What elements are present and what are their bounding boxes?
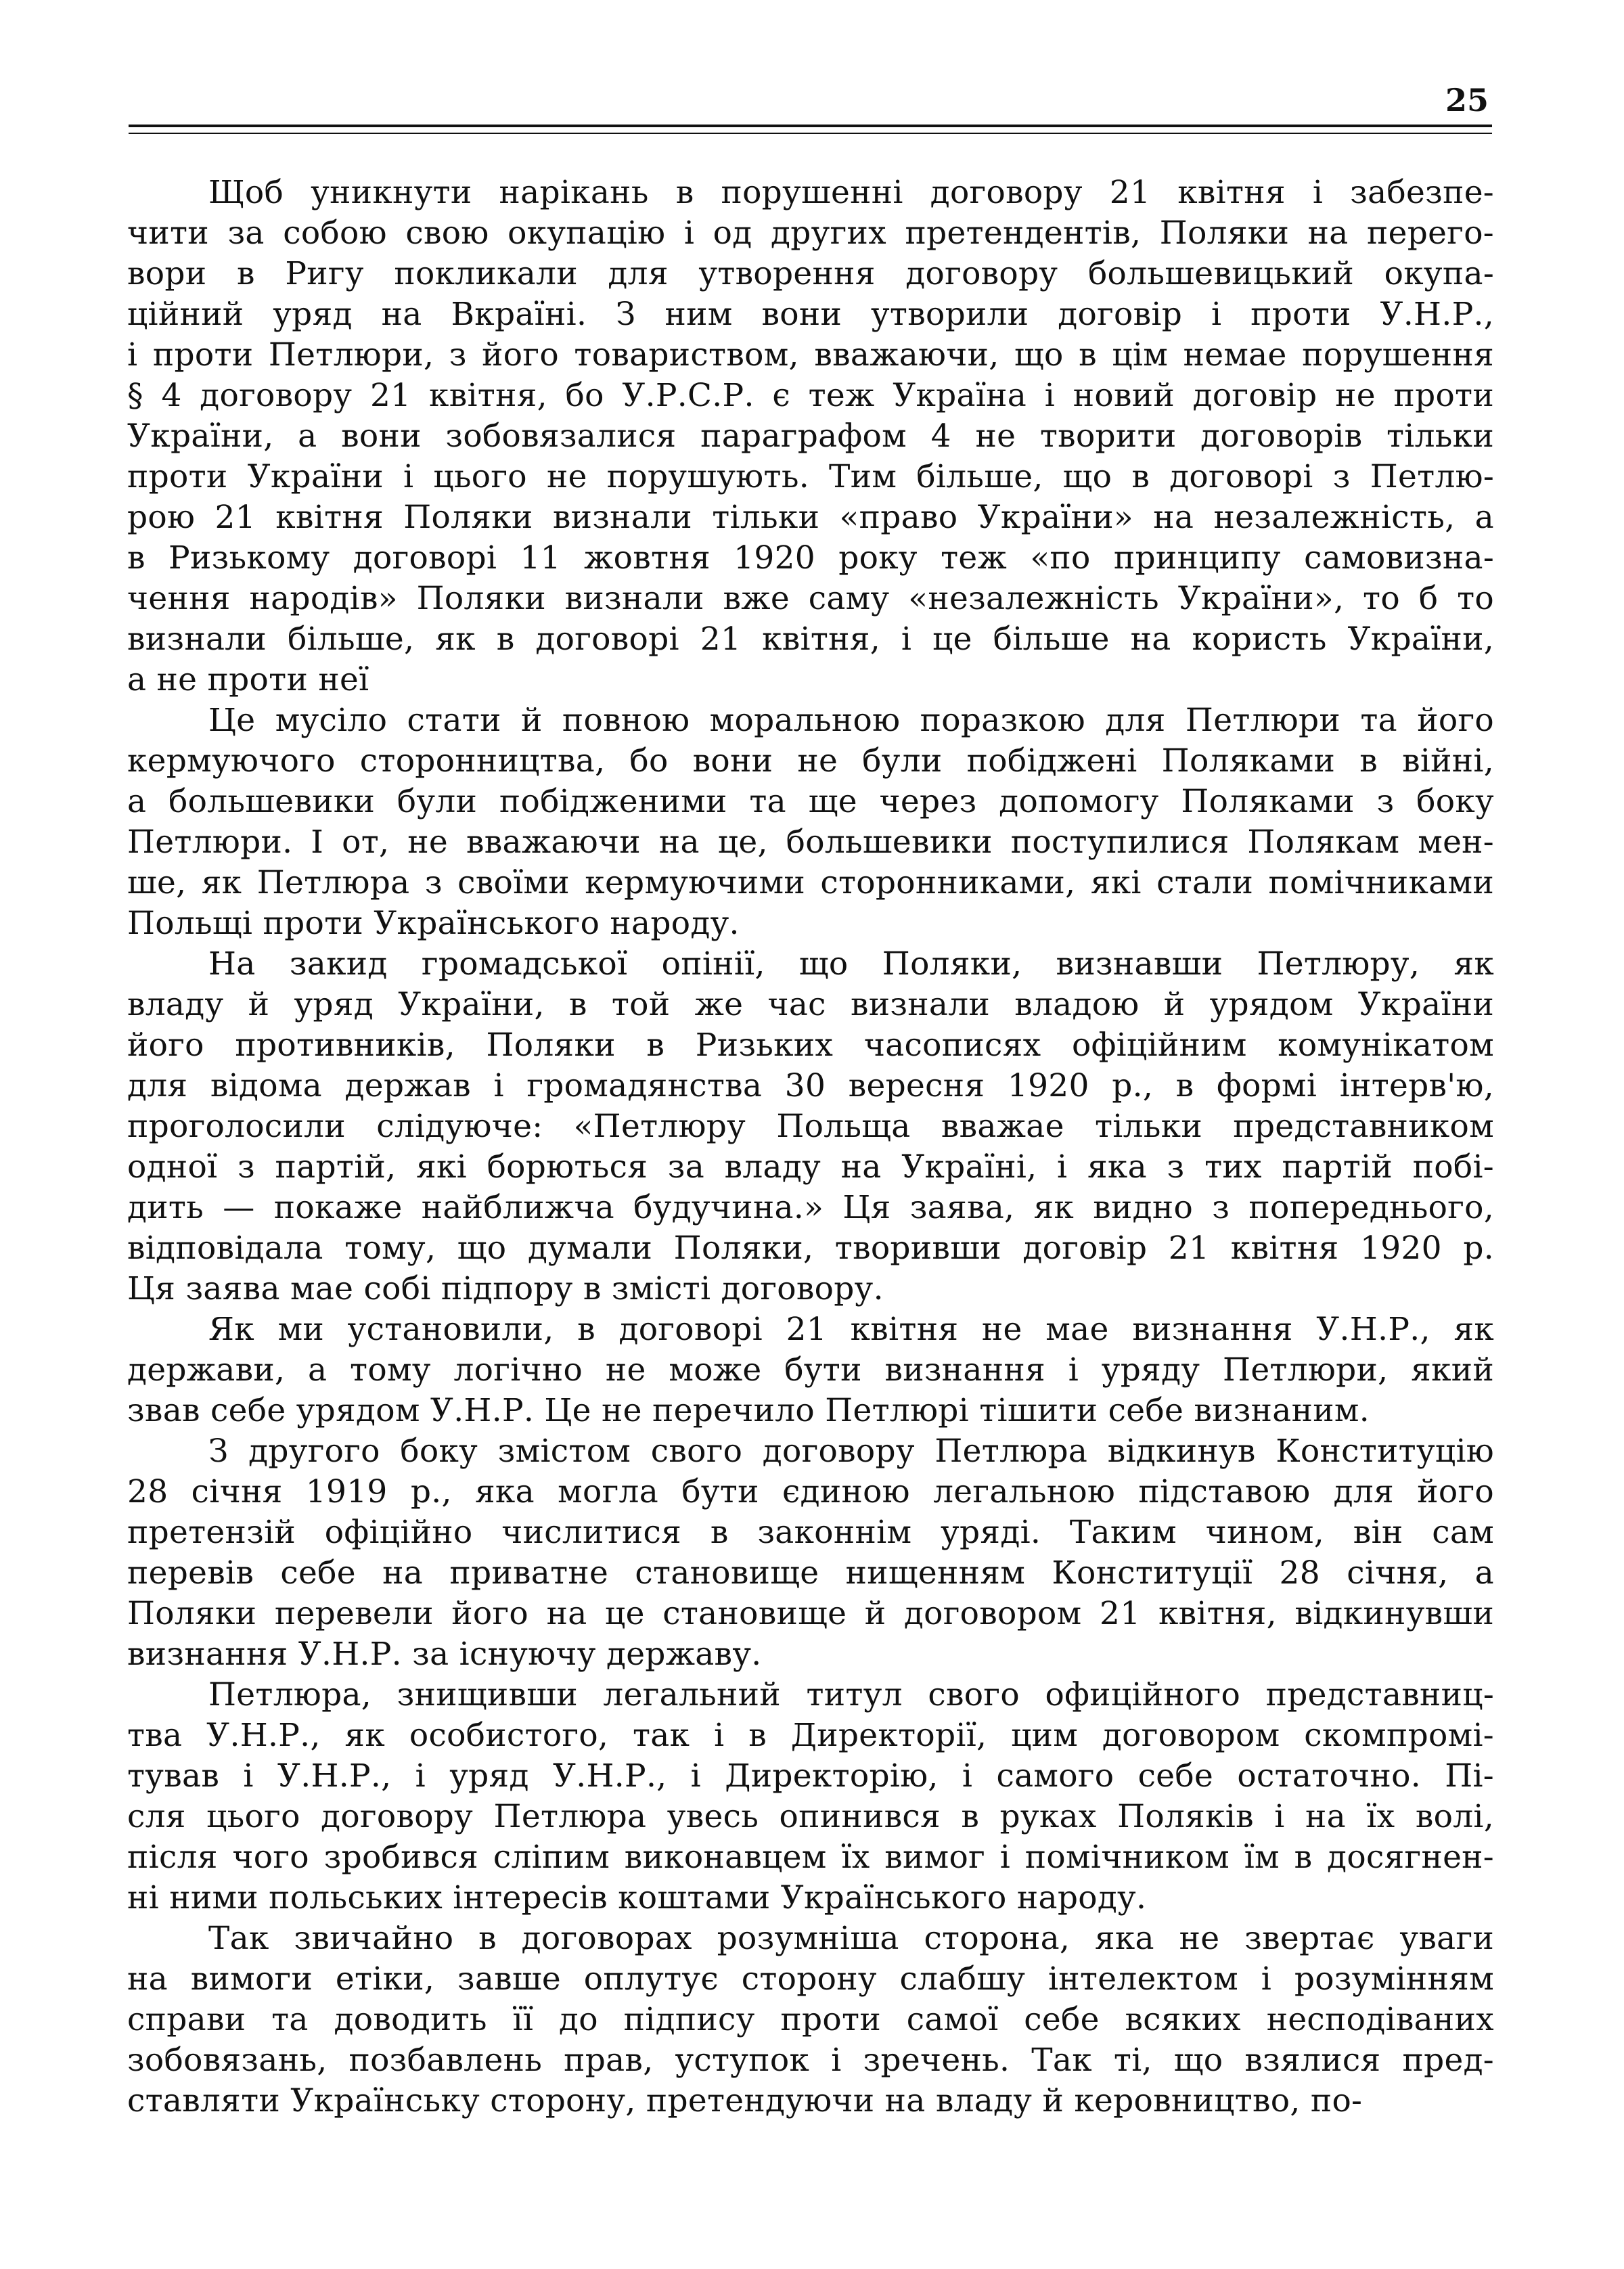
text-line: Петлюри. І от, не вважаючи на це, большевики поступилися Полякам мен- xyxy=(127,824,1494,861)
text-line: для відома держав і громадянства 30 вересня 1920 р., в формі інтерв'ю, xyxy=(127,1067,1494,1104)
text-line: ні ними польських інтересів коштами Українського народу. xyxy=(127,1879,1147,1916)
text-line: після чого зробився сліпим виконавцем їх вимог і помічником їм в досягнен- xyxy=(127,1839,1494,1876)
text-line: Польщі проти Українського народу. xyxy=(127,905,740,942)
text-line: визнали більше, як в договорі 21 квітня, і це більше на користь України, xyxy=(127,621,1494,658)
text-line: З другого боку змістом свого договору Петлюра відкинув Конституцію xyxy=(208,1433,1494,1470)
text-line: Це мусіло стати й повною моральною поразкою для Петлюри та його xyxy=(208,702,1494,739)
header-rule-thin xyxy=(129,133,1492,134)
page-number: 25 xyxy=(1445,82,1489,118)
text-line: Поляки перевели його на це становище й договором 21 квітня, відкинувши xyxy=(127,1595,1494,1632)
text-line: його противників, Поляки в Ризьких часописях офіційним комунікатом xyxy=(127,1027,1494,1064)
text-line: На закид громадської опінії, що Поляки, визнавши Петлюру, як xyxy=(208,945,1494,983)
text-line: справи та доводить її до підпису проти самої себе всяких несподіваних xyxy=(127,2001,1494,2038)
text-line: чення народів» Поляки визнали вже саму «незалежність України», то б то xyxy=(127,580,1494,617)
text-line: на вимоги етіки, завше оплутує сторону слабшу інтелектом і розумінням xyxy=(127,1960,1494,1998)
text-line: рою 21 квітня Поляки визнали тільки «право України» на незалежність, а xyxy=(127,499,1494,536)
text-line: сля цього договору Петлюра увесь опинився в руках Поляків і на їх волі, xyxy=(127,1798,1494,1835)
text-line: одної з партій, які борються за владу на Україні, і яка з тих партій побі- xyxy=(127,1148,1494,1186)
text-line: ставляти Українську сторону, претендуючи на владу й керовництво, по- xyxy=(127,2082,1363,2119)
paragraph xyxy=(127,1918,1494,2121)
text-line: § 4 договору 21 квітня, бо У.Р.С.Р. є теж Україна і новий договір не проти xyxy=(127,377,1494,414)
text-line: дить — покаже найближча будучина.» Ця заява, як видно з попереднього, xyxy=(127,1189,1494,1226)
text-line: визнання У.Н.Р. за існуючу державу. xyxy=(127,1636,762,1673)
paragraph xyxy=(127,700,1494,944)
text-line: а большевики були побідженими та ще через допомогу Поляками з боку xyxy=(127,783,1494,820)
text-line: Щоб уникнути нарікань в порушенні договору 21 квітня і забезпе- xyxy=(208,174,1494,211)
paragraph xyxy=(127,173,1494,700)
text-line: Так звичайно в договорах розумніша сторона, яка не звертає уваги xyxy=(208,1920,1494,1957)
text-line: чити за собою свою окупацію і од других претендентів, Поляки на перего- xyxy=(127,215,1494,252)
text-line: проголосили слідуюче: «Петлюру Польща вважае тільки представником xyxy=(127,1108,1494,1145)
text-line: держави, а тому логічно не може бути визнання і уряду Петлюри, який xyxy=(127,1351,1494,1389)
text-line: ційний уряд на Вкраїні. З ним вони утворили договір і проти У.Н.Р., xyxy=(127,296,1494,333)
text-line: претензій офіційно числитися в законнім уряді. Таким чином, він сам xyxy=(127,1514,1494,1551)
text-line: відповідала тому, що думали Поляки, творивши договір 21 квітня 1920 р. xyxy=(127,1230,1494,1267)
text-line: Ця заява мае собі підпору в змісті договору. xyxy=(127,1270,884,1307)
text-line: Петлюра, знищивши легальний титул свого офиційного представниц- xyxy=(208,1676,1494,1713)
text-line: владу й уряд України, в той же час визнали владою й урядом України xyxy=(127,986,1494,1023)
text-line: звав себе урядом У.Н.Р. Це не перечило Петлюрі тішити себе визнаним. xyxy=(127,1392,1370,1429)
text-line: зобовязань, позбавлень прав, уступок і зречень. Так ті, що взялися пред- xyxy=(127,2042,1494,2079)
text-line: проти України і цього не порушують. Тим більше, що в договорі з Петлю- xyxy=(127,458,1494,495)
body-text xyxy=(127,173,1494,2121)
text-line: а не проти неї xyxy=(127,661,369,698)
text-line: ше, як Петлюра з своїми кермуючими сторонниками, які стали помічниками xyxy=(127,864,1494,901)
text-line: і проти Петлюри, з його товариством, вважаючи, що в цім немае порушення xyxy=(127,336,1494,374)
text-line: України, а вони зобовязалися параграфом 4 не творити договорів тільки xyxy=(127,418,1494,455)
paragraph xyxy=(127,1675,1494,1918)
paragraph xyxy=(127,1431,1494,1675)
text-line: тва У.Н.Р., як особистого, так і в Директорії, цим договором скомпромі- xyxy=(127,1717,1494,1754)
text-line: перевів себе на приватне становище нищенням Конституції 28 січня, а xyxy=(127,1554,1494,1592)
text-line: 28 січня 1919 р., яка могла бути єдиною легальною підставою для його xyxy=(127,1473,1494,1510)
paragraph xyxy=(127,944,1494,1309)
text-line: кермуючого сторонництва, бо вони не були побіджені Поляками в війні, xyxy=(127,742,1494,780)
paragraph xyxy=(127,1309,1494,1431)
text-line: в Ризькому договорі 11 жовтня 1920 року теж «по принципу самовизна- xyxy=(127,539,1494,577)
text-line: тував і У.Н.Р., і уряд У.Н.Р., і Директорію, і самого себе остаточно. Пі- xyxy=(127,1757,1494,1795)
text-line: Як ми установили, в договорі 21 квітня не мае визнання У.Н.Р., як xyxy=(208,1311,1494,1348)
header-rule-thick xyxy=(129,125,1492,127)
text-line: вори в Ригу покликали для утворення договору большевицький окупа- xyxy=(127,255,1494,292)
